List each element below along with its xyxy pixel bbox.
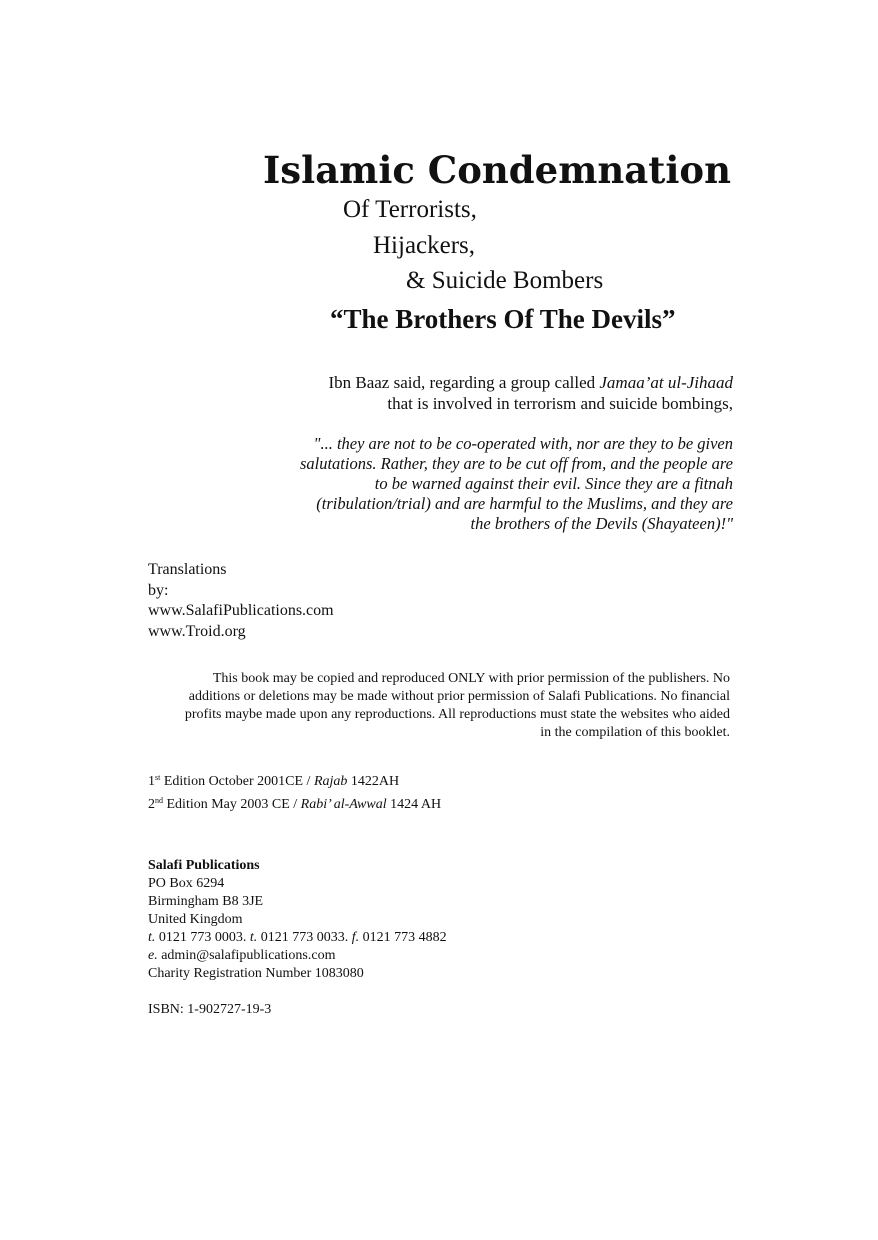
website-salafipublications: www.SalafiPublications.com: [148, 602, 334, 619]
first-edition-text: Edition October 2001CE /: [160, 774, 314, 789]
intro-paragraph: [328, 372, 733, 414]
publisher-name: Salafi Publications: [148, 858, 260, 873]
intro-line-2: that is involved in terrorism and suicide bombings,: [387, 394, 733, 413]
fax-number: 0121 773 4882: [359, 930, 447, 945]
translations-by: by:: [148, 581, 169, 599]
phone-label: t.: [249, 930, 258, 945]
publisher-po-box: PO Box 6294: [148, 876, 225, 891]
publisher-info: [148, 857, 447, 983]
intro-line-1: [328, 372, 733, 393]
quote-line: to be warned against their evil. Since they are a fitnah: [374, 474, 733, 493]
group-name: Jamaa’at ul-Jihaad: [599, 373, 733, 392]
second-edition: [148, 792, 441, 815]
first-edition: [148, 769, 441, 792]
title-line-hijackers: Hijackers,: [373, 232, 476, 259]
phone-number: 0121 773 0033.: [257, 930, 352, 945]
email-address: admin@salafipublications.com: [157, 948, 336, 963]
title-subtitle: “The Brothers Of The Devils”: [330, 304, 676, 334]
charity-registration: Charity Registration Number 1083080: [148, 966, 364, 981]
copyright-line: in the compilation of this booklet.: [540, 725, 730, 740]
first-edition-suffix: st: [155, 773, 161, 782]
translations-credit: [148, 560, 334, 642]
email-label: e.: [148, 948, 158, 963]
first-edition-year: 1422AH: [347, 774, 400, 789]
quote-line: "... they are not to be co-operated with, nor are they to be given: [313, 434, 733, 453]
second-edition-month: Rabi’ al-Awwal: [300, 796, 387, 812]
website-troid: www.Troid.org: [148, 622, 246, 640]
copyright-line: profits maybe made upon any reproductions. All reproductions must state the websites who aided: [184, 707, 730, 722]
edition-info: [148, 769, 441, 814]
fax-label: f.: [351, 930, 360, 945]
title-line-suicide-bombers: & Suicide Bombers: [406, 267, 604, 294]
copyright-line: additions or deletions may be made without prior permission of Salafi Publications. No financial: [188, 689, 730, 704]
second-edition-suffix: nd: [155, 795, 163, 805]
publisher-phone-line: [148, 929, 447, 947]
copyright-notice: [185, 670, 730, 742]
intro-prefix: Ibn Baaz said, regarding a group called: [328, 373, 600, 392]
quote-line: the brothers of the Devils (Shayateen)!": [470, 514, 733, 533]
isbn: ISBN: 1-902727-19-3: [148, 1002, 272, 1017]
publisher-email-line: [148, 947, 447, 965]
title-main: Islamic Condemnation: [263, 148, 731, 192]
ibn-baaz-quote: [300, 434, 733, 534]
publisher-city: Birmingham B8 3JE: [148, 894, 264, 909]
first-edition-month: Rajab: [313, 774, 348, 789]
quote-line: salutations. Rather, they are to be cut off from, and the people are: [299, 454, 733, 473]
phone-label: t.: [148, 930, 156, 945]
translations-label: Translations: [148, 561, 227, 578]
title-line-terrorists: Of Terrorists,: [343, 196, 477, 223]
copyright-line: This book may be copied and reproduced ONLY with prior permission of the publishers. No: [212, 671, 730, 686]
quote-line: (tribulation/trial) and are harmful to the Muslims, and they are: [316, 494, 733, 513]
second-edition-number: 2: [148, 796, 155, 812]
second-edition-year: 1424 AH: [386, 796, 442, 812]
phone-number: 0121 773 0003.: [155, 930, 250, 945]
first-edition-number: 1: [148, 774, 155, 789]
publisher-country: United Kingdom: [148, 912, 243, 927]
second-edition-text: Edition May 2003 CE /: [163, 796, 301, 812]
